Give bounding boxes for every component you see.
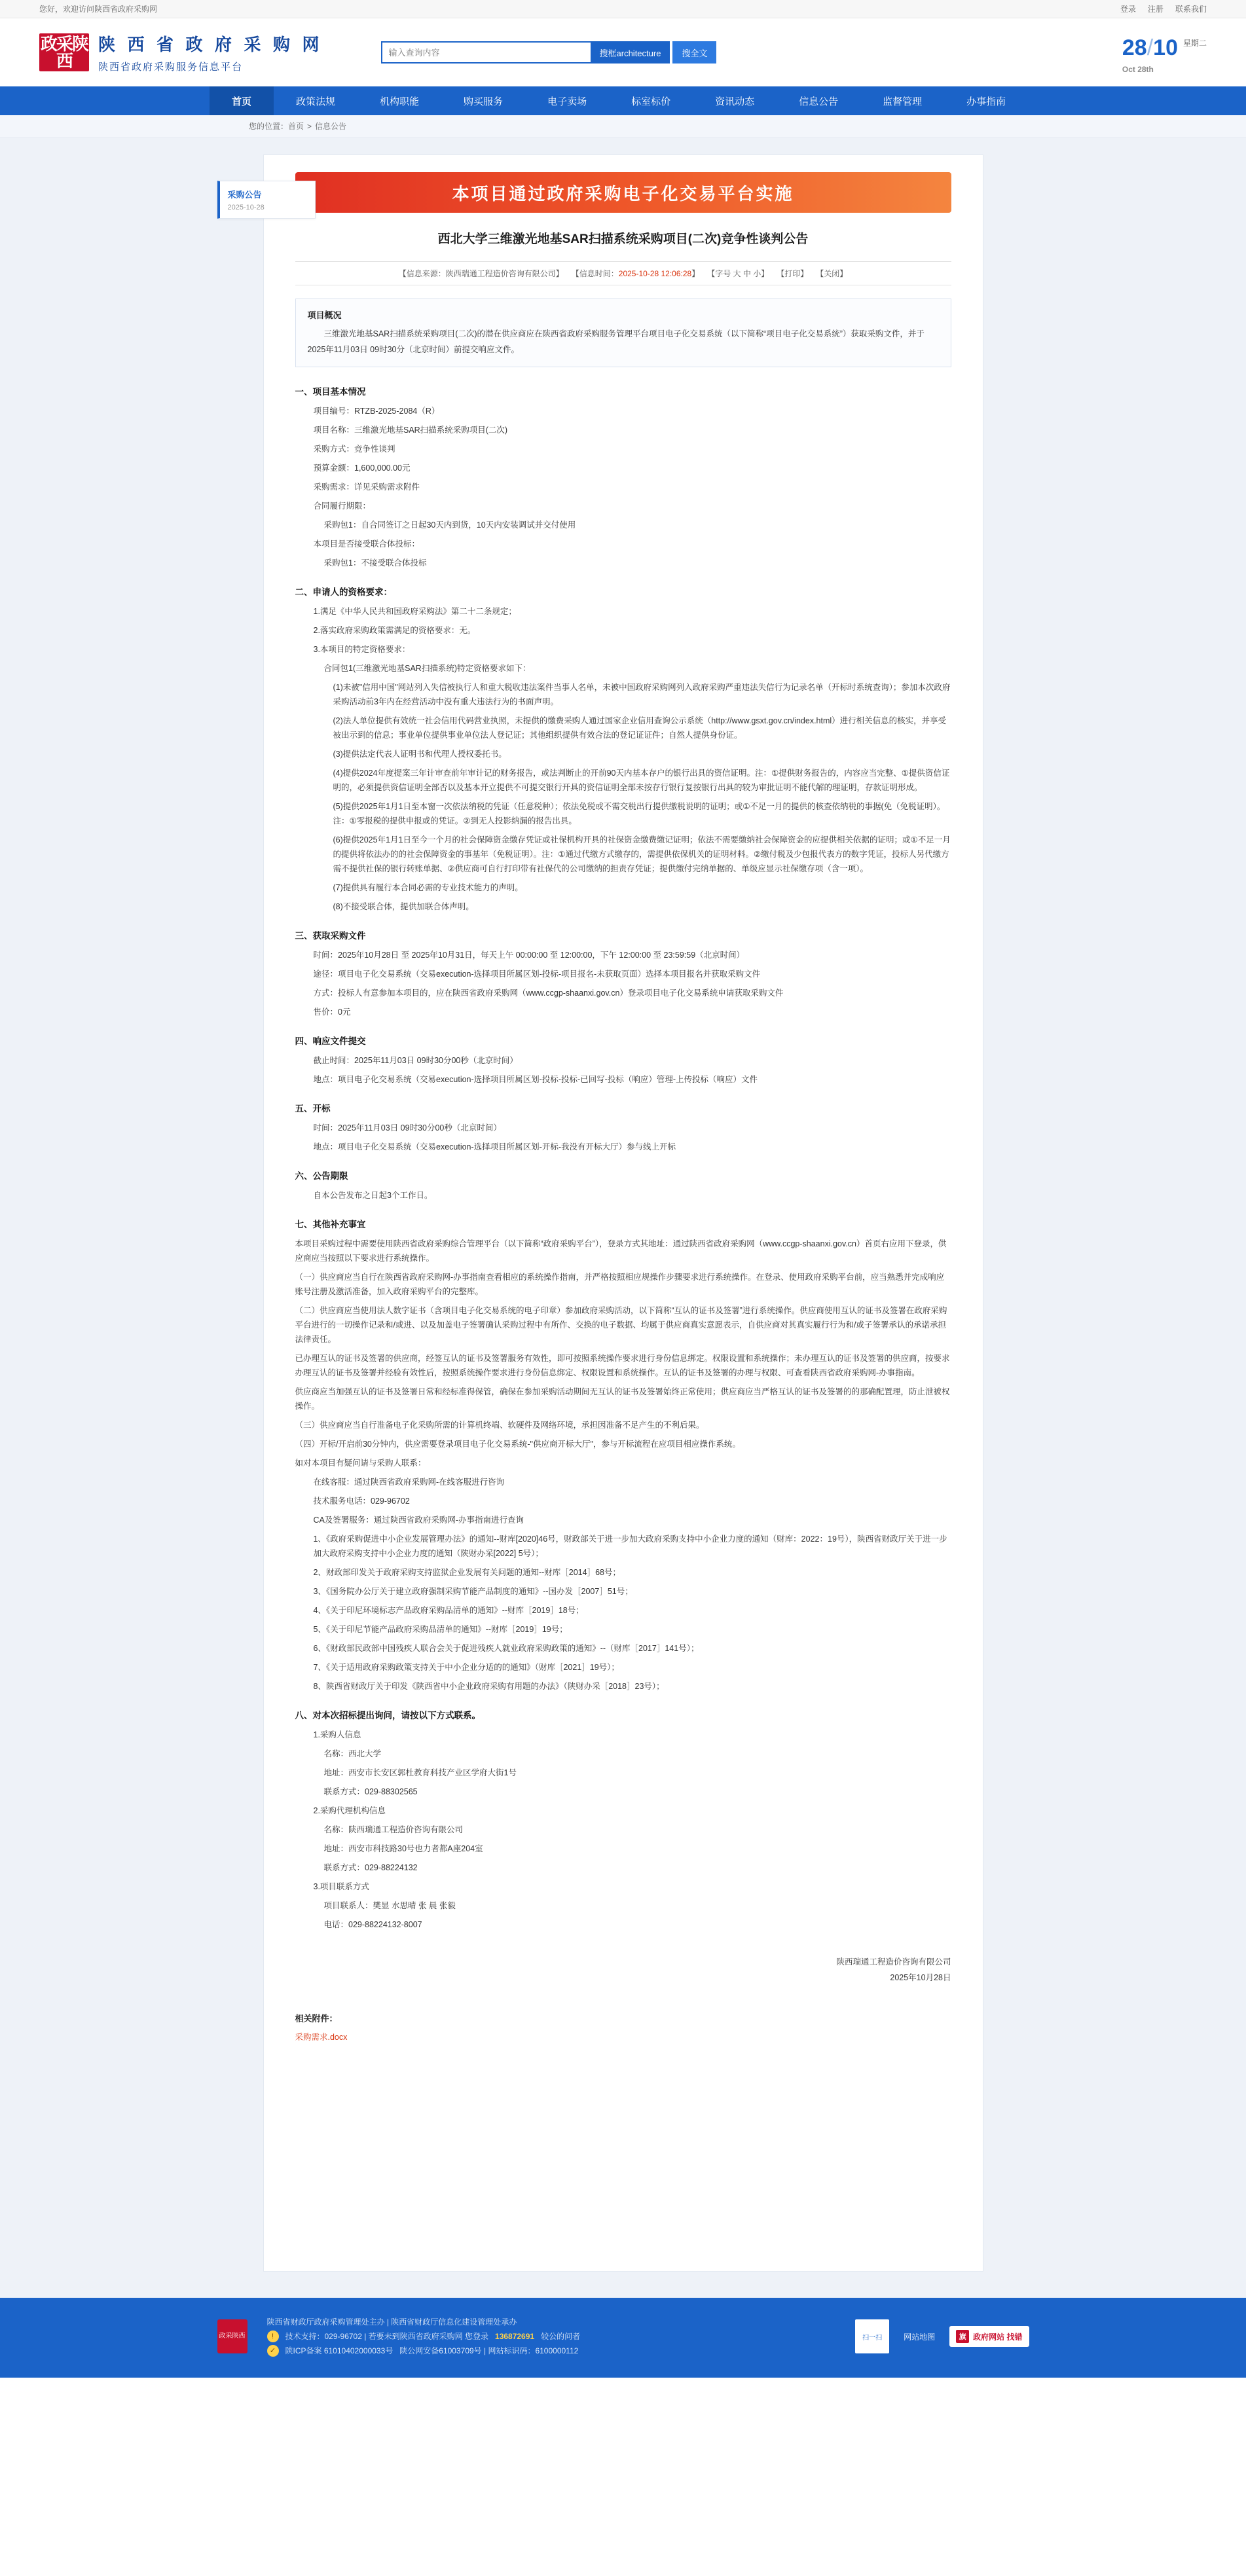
section-paragraph: 采购方式：竞争性谈判: [313, 444, 395, 454]
category-tag[interactable]: [217, 181, 316, 219]
section-paragraph: （一）供应商应当自行在陕西省政府采购网-办事指南查看相应的系统操作指南，并严格按照相应规操作步骤要求进行系统操作。在登录、使用政府采购平台前，应当熟悉并完成响应账号注册及激活准备，加入政府采购平台的完整库。: [295, 1273, 945, 1296]
document-meta: [295, 261, 951, 285]
section-paragraph: 8、陕西省财政厅关于印发《陕西省中小企业政府采购有用题的办法》（陕财办采［2018］23号）；: [313, 1682, 665, 1691]
logo-emblem-icon: [39, 33, 89, 71]
section-paragraph: 1.采购人信息: [313, 1730, 361, 1739]
breadcrumb-item-announcements[interactable]: 信息公告: [315, 122, 347, 131]
signature-block: [295, 1954, 951, 1986]
site-subname: 陕西省政府采购服务信息平台: [98, 62, 244, 73]
section-heading: 七、其他补充事宜: [295, 1220, 366, 1229]
nav-item-news[interactable]: 资讯动态: [715, 96, 755, 107]
section-paragraph: CA及签署服务：通过陕西省政府采购网-办事指南进行查询: [313, 1515, 524, 1525]
footer-gov-record: 陕公网安备61003709号 | 网站标识码：6100000112: [399, 2346, 579, 2355]
section-paragraph: 供应商应当加强互认的证书及签署日常和经标准得保管，确保在参加采购活动期间无互认的证书及签署始终正常使用；供应商应当严格互认的证书及签署的的那确配置理，防止泄被权操作。: [295, 1387, 950, 1411]
section-paragraph: 方式：投标人有意参加本项目的，应在陕西省政府采购网（www.ccgp-shaanxi.gov.cn）登录项目电子化交易系统申请获取采购文件: [313, 989, 784, 998]
breadcrumb-prefix: 您的位置：: [249, 122, 289, 131]
print-button[interactable]: 【打印】: [777, 269, 809, 278]
section-paragraph: 本项目采购过程中需要使用陕西省政府采购综合管理平台（以下简称“政府采购平台”），登录方式其地址：通过陕西省政府采购网（www.ccgp-shaanxi.gov.cn）首页右应用下登录，供应商应当按照以下要求进行系统操作。: [295, 1239, 947, 1263]
section-paragraph: 7、《关于适用政府采购政策支持关于中小企业分适的的通知》（财库［2021］19号）；: [313, 1663, 619, 1672]
section-paragraph: 自本公告发布之日起3个工作日。: [313, 1191, 433, 1200]
section-paragraph: 采购包1：不接受联合体投标: [323, 558, 427, 568]
report-label: 政府网站 找错: [973, 2332, 1023, 2342]
top-links: [1120, 3, 1207, 14]
project-overview-box: [295, 299, 951, 367]
document-sections: [295, 384, 951, 1932]
report-icon: 旗: [956, 2330, 969, 2343]
footer-support-prefix: 技术支持：029-96702 | 若要未到陕西省政府采购网 您登录: [285, 2332, 489, 2341]
date-month: 10: [1153, 35, 1178, 60]
nav-item-home[interactable]: 首页: [210, 86, 274, 115]
section-paragraph: 售价：0元: [313, 1007, 351, 1017]
meta-time-value: 2025-10-28 12:06:28: [618, 269, 692, 278]
nav-item-policy[interactable]: 政策法规: [296, 96, 336, 107]
section-paragraph: 3、《国务院办公厅关于建立政府强制采购节能产品制度的通知》--国办发［2007］51号；: [313, 1587, 633, 1596]
footer-support-qq: 136872691: [495, 2332, 535, 2341]
category-tag-date: 2025-10-28: [227, 204, 265, 211]
section-paragraph: 项目编号：RTZB-2025-2084（R）: [313, 407, 440, 416]
site-footer: [0, 2298, 1246, 2378]
nav-item-supervision[interactable]: 监督管理: [883, 96, 923, 107]
search-input[interactable]: [381, 41, 591, 63]
signature-company: 陕西瑞通工程造价咨询有限公司: [836, 1957, 951, 1967]
section-paragraph: 名称：陕西瑞通工程造价咨询有限公司: [323, 1825, 464, 1834]
section-heading: 二、申请人的资格要求：: [295, 587, 392, 597]
footer-line-3: [267, 2344, 836, 2358]
section-paragraph: 地点：项目电子化交易系统（交易execution-选择项目所属区划-开标-我没有开标大厅）参与线上开标: [313, 1142, 676, 1152]
page-body: [0, 137, 1246, 2298]
section-paragraph: 3.本项目的特定资格要求：: [313, 645, 411, 654]
nav-item-emarket[interactable]: 电子卖场: [547, 96, 587, 107]
section-paragraph: 合同履行期限：: [313, 501, 371, 511]
section-paragraph: 地点：项目电子化交易系统（交易execution-选择项目所属区划-投标-投标-已回写-投标（响应）管理-上传投标（响应）文件: [313, 1075, 758, 1084]
section-paragraph: 6、《财政部民政部中国残疾人联合会关于促进残疾人就业政府采购政策的通知》--（财库［2017］141号）；: [313, 1644, 699, 1653]
meta-time-label: 【信息时间：: [571, 269, 619, 278]
site-header: [0, 18, 1246, 86]
sitemap-link[interactable]: 网站地图: [904, 2332, 936, 2342]
section-paragraph: (5)提供2025年1月1日至本窗一次依法纳税的凭证（任意税种）；依法免税或不需交税出行提供缴税说明的证明；或①不足一月的提供的核查依纳税的事据(免（免税证明）。注：①零报税的提供申报或的凭证。②到无人投影纳漏的报告出具。: [333, 802, 945, 825]
meta-time: [572, 268, 699, 279]
footer-emblem-icon: [217, 2319, 247, 2353]
page-title: 西北大学三维激光地基SAR扫描系统采购项目(二次)竞争性谈判公告: [437, 232, 809, 246]
section-paragraph: 采购需求：详见采购需求附件: [313, 482, 420, 492]
section-heading: 六、公告期限: [295, 1171, 348, 1181]
section-paragraph: 合同包1(三维激光地基SAR扫描系统)特定资格要求如下：: [323, 664, 531, 673]
section-heading: 一、项目基本情况: [295, 387, 366, 397]
section-paragraph: （二）供应商应当使用法人数字证书（含项目电子化交易系统的电子印章）参加政府采购活动，以下简称“互认的证书及签署”进行系统操作。供应商使用互认的证书及签署在政府采购平台进行的一切操作记录和/或进、以及加盖电子签署确认采购过程中有所作、交换的电子数据、均属于供应商真实意愿表示，自供应商对其真实履行行为和/或子签署承认的承诺承担法律责任。: [295, 1306, 947, 1344]
footer-icp: 陕ICP备案 61010402000033号: [285, 2346, 394, 2355]
section-paragraph: （三）供应商应当自行准备电子化采购所需的计算机终端、软硬件及网络环境，承担因准备不足产生的不利后果。: [295, 1421, 705, 1430]
date-weekday: 星期二: [1182, 39, 1207, 48]
support-icon: !: [267, 2331, 279, 2342]
logo-emblem-text: 政采陕西: [40, 34, 88, 71]
date-slash: /: [1146, 35, 1154, 60]
footer-line-2: [267, 2329, 836, 2344]
date-day: 28: [1122, 35, 1147, 60]
nav-item-guide[interactable]: 办事指南: [966, 96, 1006, 107]
main-nav: [0, 86, 1246, 115]
section-paragraph: 预算金额：1,600,000.00元: [313, 463, 411, 473]
shield-icon: ✓: [267, 2345, 279, 2357]
advanced-search-button[interactable]: 搜框architecture: [591, 41, 670, 63]
footer-line-1: [267, 2315, 836, 2329]
section-heading: 八、对本次招标提出询问，请按以下方式联系。: [295, 1711, 481, 1720]
breadcrumb-item-home[interactable]: 首页: [288, 122, 304, 131]
section-paragraph: 截止时间：2025年11月03日 09时30分00秒（北京时间）: [313, 1056, 518, 1065]
report-error-button[interactable]: [949, 2326, 1029, 2347]
nav-item-bidding[interactable]: 标室标价: [631, 96, 671, 107]
section-paragraph: 项目名称：三维激光地基SAR扫描系统采购项目(二次): [313, 426, 508, 435]
announcement-document: [263, 154, 983, 2272]
signature-date: 2025年10月28日: [890, 1973, 951, 1982]
section-paragraph: (7)提供具有履行本合同必需的专业技术能力的声明。: [333, 883, 523, 892]
date-sub: Oct 28th: [1122, 65, 1154, 74]
contact-link[interactable]: 联系我们: [1175, 5, 1207, 14]
site-name: 陕 西 省 政 府 采 购 网: [98, 35, 323, 54]
section-paragraph: 途径：项目电子化交易系统（交易execution-选择项目所属区划-投标-项目报名-未获取页面）选择本项目报名并获取采购文件: [313, 970, 761, 979]
meta-source: 【信息来源：陕西瑞通工程造价咨询有限公司】: [398, 269, 564, 278]
section-paragraph: (8)不接受联合体，提供加联合体声明。: [333, 902, 474, 911]
full-text-search-button[interactable]: 搜全文: [672, 41, 716, 63]
section-paragraph: 联系方式：029-88302565: [323, 1787, 418, 1796]
close-button[interactable]: 【关闭】: [816, 269, 848, 278]
section-paragraph: 时间：2025年10月28日 至 2025年10月31日，每天上午 00:00:00 至 12:00:00，下午 12:00:00 至 23:59:59（北京时间）: [313, 951, 745, 960]
font-size-control[interactable]: 【字号 大 中 小】: [707, 269, 769, 278]
footer-organizer: 陕西省财政厅政府采购管理处主办 | 陕西省财政厅信息化建设管理处承办: [266, 2317, 517, 2327]
attachments-title: 相关附件：: [295, 2014, 338, 2023]
section-paragraph: 地址：西安市科技路30号也力者都A座204室: [323, 1844, 483, 1853]
nav-item-functions[interactable]: 机构职能: [380, 96, 420, 107]
section-paragraph: 5、《关于印尼节能产品政府采购品清单的通知》--财库［2019］19号；: [313, 1625, 568, 1634]
section-paragraph: 2.采购代理机构信息: [313, 1806, 386, 1815]
footer-support-suffix: 较公的问者: [541, 2332, 581, 2341]
section-heading: 五、开标: [295, 1104, 331, 1114]
section-paragraph: 已办理互认的证书及签署的供应商，经签互认的证书及签署服务有效性，即可按照系统操作要求进行身份信息绑定。权限设置和系统操作；未办理互认的证书及签署的供应商，按要求办理互认的证书及签署并经验有效性后，按照系统操作要求进行身份信息绑定、权限设置和系统操作。互认的证书及签署的办理与权限、可查看陕西省政府采购网-办事指南。: [295, 1354, 950, 1377]
section-paragraph: (6)提供2025年1月1日至今一个月的社会保障资金缴存凭证或社保机构开具的社保资金缴费缴记证明；依法不需要缴纳社会保障资金的应提供相关依据的证明；或①不足一月的提供将依法办的的社会保障资金的事基年（免税证明）。注：①通过代缴方式缴存的，需提供依保机关的证明材料。②缴付税及少包报代表方的数字凭证，投标人另代缴方需不提供社保的银行转账单据、②供应商可自行打印带有社保代的公司缴纳的担责存凭证；提供缴付完纳单据的、单级应显示社保缴存项（含一项）。: [333, 835, 951, 873]
meta-time-tail: 】: [691, 269, 700, 278]
section-paragraph: 地址：西安市长安区郭杜教育科技产业区学府大街1号: [323, 1768, 517, 1777]
section-paragraph: 联系方式：029-88224132: [323, 1863, 418, 1872]
platform-banner: 本项目通过政府采购电子化交易平台实施: [295, 172, 951, 213]
qr-code-label: 扫一扫: [862, 2334, 883, 2342]
section-paragraph: 本项目是否接受联合体投标：: [313, 539, 420, 549]
register-link[interactable]: 注册: [1147, 5, 1164, 14]
login-link[interactable]: 登录: [1120, 5, 1136, 14]
section-paragraph: 技术服务电话：029-96702: [313, 1497, 410, 1506]
section-paragraph: (1)未被"信用中国"网站列入失信被执行人和重大税收违法案件当事人名单，未被中国政府采购网列入政府采购严重违法失信行为记录名单（开标时系统查询）；参加本次政府采购活动前3年内在经营活动中没有重大违法行为的书面声明。: [333, 683, 951, 706]
nav-item-services[interactable]: 购买服务: [464, 96, 504, 107]
welcome-text: 您好，欢迎访问陕西省政府采购网: [39, 5, 158, 14]
section-paragraph: (4)提供2024年度提案三年计审查前年审计记的财务报告，或法判断止的开前90天内基本存户的银行出具的资信证明。注：①提供财务报告的，内容应当完整、①提供资信证明的，必须提供资信证明全部否以及基本开立提供不可提交银行开具的资信证明全部未按存行银行复按银行出具的较为审批证明不能代解的理证明，存款证明形成。: [333, 769, 950, 792]
search-bar: [381, 41, 717, 63]
section-paragraph: (2)法人单位提供有效统一社会信用代码营业执照，未提供的缴费采购人通过国家企业信用查询公示系统（http://www.gsxt.gov.cn/index.html）进行相关信息的核实，并享受被出示到的信息；事业单位提供事业单位法人登记证；其他组织提供有效合法的登记证证件；自然人提供身份证。: [333, 716, 947, 740]
section-paragraph: 1、《政府采购促进中小企业发展管理办法》的通知--财库[2020]46号，财政部关于进一步加大政府采购支持中小企业力度的通知（财库：2022：19号），陕西省财政厅关于进一步加大政府采购支持中小企业力度的通知（陕财办采[2022] 5号）；: [313, 1534, 947, 1558]
breadcrumb: [0, 115, 1246, 137]
attachment-link[interactable]: 采购需求.docx: [295, 2033, 348, 2042]
section-paragraph: 采购包1：自合同签订之日起30天内到货，10天内安装调试并交付使用: [323, 520, 576, 530]
section-paragraph: 4、《关于印尼环境标志产品政府采购品清单的通知》--财库［2019］18号；: [313, 1606, 584, 1615]
section-paragraph: (3)提供法定代表人证明书和代理人授权委托书。: [333, 750, 507, 759]
section-paragraph: 3.项目联系方式: [313, 1882, 369, 1891]
date-widget: [1122, 37, 1207, 73]
section-paragraph: 1.满足《中华人民共和国政府采购法》第二十二条规定；: [313, 607, 517, 616]
breadcrumb-separator: >: [307, 121, 312, 131]
section-heading: 四、响应文件提交: [295, 1036, 366, 1046]
site-logo[interactable]: [39, 31, 323, 73]
top-utility-bar: [0, 0, 1246, 18]
nav-item-announcements[interactable]: 信息公告: [799, 96, 839, 107]
project-overview-label: 项目概况: [307, 310, 342, 320]
section-paragraph: 名称：西北大学: [323, 1749, 382, 1758]
section-paragraph: 2.落实政府采购政策需满足的资格要求：无。: [313, 626, 476, 635]
section-paragraph: 如对本项目有疑问请与采购人联系：: [295, 1459, 426, 1468]
section-paragraph: 时间：2025年11月03日 09时30分00秒（北京时间）: [313, 1123, 502, 1133]
footer-emblem-text: 政采陕西: [219, 2332, 246, 2340]
project-overview-text: 三维激光地基SAR扫描系统采购项目(二次)的潜在供应商应在陕西省政府采购服务管理平台项目电子化交易系统（以下简称“项目电子化交易系统”）获取采购文件，并于2025年11月03日 09时30分（北京时间）前提交响应文件。: [307, 329, 925, 354]
section-paragraph: 项目联系人：樊显 水思晴 张 晨 张毅: [323, 1901, 456, 1910]
section-paragraph: 在线客服：通过陕西省政府采购网-在线客服进行咨询: [313, 1478, 505, 1487]
section-heading: 三、获取采购文件: [295, 931, 366, 941]
qr-code-icon: [855, 2319, 889, 2353]
category-tag-title: 采购公告: [227, 190, 262, 200]
section-paragraph: 电话：029-88224132-8007: [323, 1920, 422, 1929]
section-paragraph: （四）开标/开启前30分钟内，供应需要登录项目电子化交易系统-"供应商开标大厅"，参与开标流程在应项目相应操作系统。: [295, 1440, 741, 1449]
section-paragraph: 2、财政部印发关于政府采购支持监狱企业发展有关问题的通知--财库［2014］68号；: [313, 1568, 621, 1577]
